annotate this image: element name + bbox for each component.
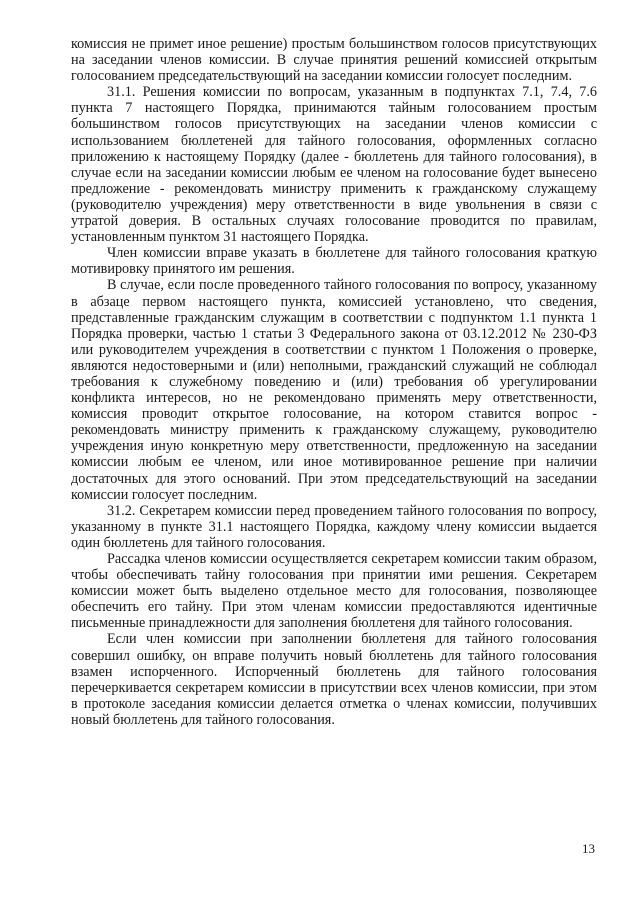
paragraph-ballot-motivation: Член комиссии вправе указать в бюллетене для тайного голосования краткую мотивировку принятого им решения. <box>71 245 597 278</box>
paragraph-open-vote: В случае, если после проведенного тайного голосования по вопросу, указанному в абзаце первом настоящего пункта, комиссией установлено, что сведения, представленные гражданским служащим в соответствии с подпунктом 1.1 пункта 1 Порядка проверки, частью 1 статьи 3 Федерального закона от 03.12.2012 № 230-ФЗ или руководителем учреждения в соответствии с пунктом 1 Положения о проверке, являются недостоверными и (или) неполными, гражданский служащий не соблюдал требования к служебному поведению и (или) требования об урегулировании конфликта интересов, но не рекомендовано применять меру ответственности, комиссия проводит открытое голосование, на котором ставится вопрос - рекомендовать министру применить к гражданскому служащему, руководителю учреждения иную конкретную меру ответственности, предложенную на заседании комиссии любым ее членом, или иное мотивированное решение при наличии достаточных для этого оснований. При этом председательствующий на заседании комиссии голосует последним. <box>71 277 597 503</box>
paragraph-continuation: комиссия не примет иное решение) простым большинством голосов присутствующих на заседании членов комиссии. В случае принятия решений комиссией открытым голосованием председательствующий на заседании комиссии голосует последним. <box>71 36 597 85</box>
paragraph-spoiled-ballot: Если член комиссии при заполнении бюллетеня для тайного голосования совершил ошибку, он вправе получить новый бюллетень для тайного голосования взамен испорченного. Испорченный бюллетень для тайного голосования перечеркивается секретарем комиссии в присутствии всех членов комиссии, при этом в протоколе заседания комиссии делается отметка о членах комиссии, получивших новый бюллетень для тайного голосования. <box>71 631 597 728</box>
document-body <box>71 36 597 728</box>
paragraph-seating: Рассадка членов комиссии осуществляется секретарем комиссии таким образом, чтобы обеспечивать тайну голосования при принятии ими решения. Секретарем комиссии может быть выделено отдельное место для голосования, позволяющее обеспечить его тайну. При этом членам комиссии предоставляются идентичные письменные принадлежности для заполнения бюллетеня для тайного голосования. <box>71 551 597 632</box>
paragraph-31-2: 31.2. Секретарем комиссии перед проведением тайного голосования по вопросу, указанному в пункте 31.1 настоящего Порядка, каждому члену комиссии выдается один бюллетень для тайного голосования. <box>71 502 597 551</box>
page-number: 13 <box>582 841 595 856</box>
paragraph-31-1: 31.1. Решения комиссии по вопросам, указанным в подпунктах 7.1, 7.4, 7.6 пункта 7 настоящего Порядка, принимаются тайным голосованием простым большинством голосов присутствующих на заседании членов комиссии с использованием бюллетеней для тайного голосования, оформленных согласно приложению к настоящему Порядку (далее - бюллетень для тайного голосования), в случае если на заседании комиссии любым ее членом на голосование будет вынесено предложение - рекомендовать министру применить к гражданскому служащему (руководителю учреждения) меру ответственности в виде увольнения в связи с утратой доверия. В остальных случаях голосование проводится по правилам, установленным пунктом 31 настоящего Порядка. <box>71 84 597 246</box>
